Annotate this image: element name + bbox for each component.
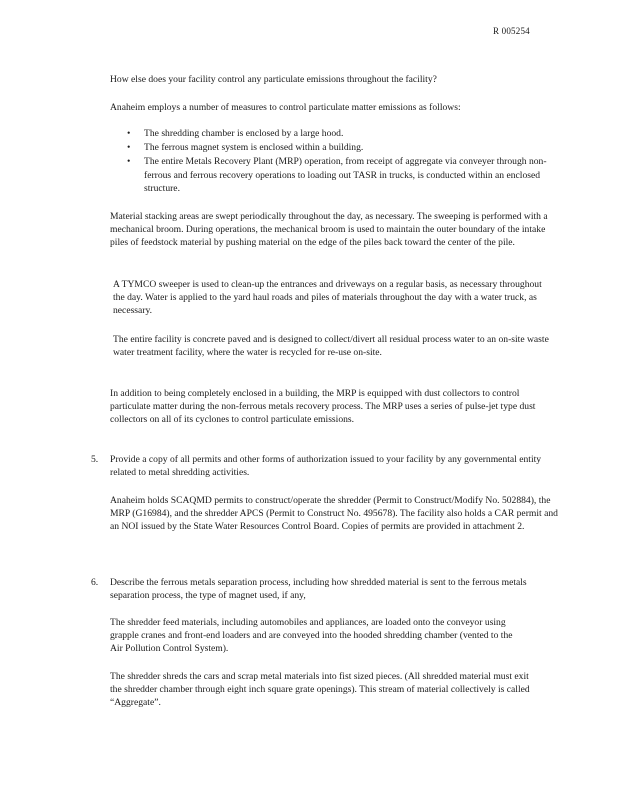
bullet-icon: • bbox=[127, 128, 131, 139]
bullet-icon: • bbox=[127, 142, 131, 154]
paragraph-stacking: Material stacking areas are swept periodically throughout the day, as necessary. The sweeping is performed with a mechanical broom. During operations, the mechanical broom is used to maintain the outer boundary of the intake piles of feedstock material by pushing material on the edge of the piles back toward the center of the pile. bbox=[110, 211, 548, 249]
item-5-answer: Anaheim holds SCAQMD permits to construct/operate the shredder (Permit to Construct/Modify No. 502884), the MRP (G16984), and the shredder APCS (Permit to Construct No. 495678). The facility also holds a CAR permit and an NOI issued by the State Water Resources Control Board. Copies of permits are provided in attachment 2. bbox=[110, 495, 558, 533]
item-number: 5. bbox=[91, 454, 99, 465]
item-number: 6. bbox=[91, 577, 99, 588]
item-question-text: Provide a copy of all permits and other forms of authorization issued to your facility by any governmental entity related to metal shredding activities. bbox=[110, 454, 542, 479]
intro-measures: Anaheim employs a number of measures to control particulate matter emissions as follows: bbox=[110, 102, 461, 113]
list-item: • The shredding chamber is enclosed by a large hood. bbox=[127, 128, 344, 139]
item-6-question bbox=[91, 576, 546, 602]
item-5-question bbox=[91, 453, 546, 479]
page-identifier: R 005254 bbox=[493, 26, 530, 36]
item-6-answer-feed: The shredder feed materials, including automobiles and appliances, are loaded onto the conveyor using grapple cranes and front-end loaders and are conveyed into the hooded shredding chamber (vented to the Air Pollution Control System). bbox=[110, 617, 513, 655]
paragraph-paved: The entire facility is concrete paved and is designed to collect/divert all residual process water to an on-site waste water treatment facility, where the water is recycled for re-use on-site. bbox=[113, 334, 549, 359]
paragraph-mrp: In addition to being completely enclosed in a building, the MRP is equipped with dust collectors to control particulate matter during the non-ferrous metals recovery process. The MRP uses a series of pulse-jet type dust collectors on all of its cyclones to control particulate emissions. bbox=[110, 388, 536, 426]
question-particulate: How else does your facility control any particulate emissions throughout the facility? bbox=[110, 74, 437, 85]
measures-list bbox=[127, 127, 557, 196]
item-6-answer-shred: The shredder shreds the cars and scrap metal materials into fist sized pieces. (All shredded material must exit the shredder chamber through eight inch square grate openings). This stream of material collectively is called “Aggregate”. bbox=[110, 671, 530, 709]
paragraph-tymco: A TYMCO sweeper is used to clean-up the entrances and driveways on a regular basis, as necessary throughout the day. Water is applied to the yard haul roads and piles of materials throughout the day with a water truck, as necessary. bbox=[113, 279, 542, 317]
list-item: • The entire Metals Recovery Plant (MRP) operation, from receipt of aggregate via conveyer through non-ferrous and ferrous recovery operations to loading out TASR in trucks, is conducted within an enclosed structure. bbox=[127, 156, 547, 194]
bullet-icon: • bbox=[127, 156, 131, 168]
item-question-text: Describe the ferrous metals separation process, including how shredded material is sent to the ferrous metals separation process, the type of magnet used, if any, bbox=[110, 577, 527, 602]
list-item: • The ferrous magnet system is enclosed within a building. bbox=[127, 142, 364, 154]
